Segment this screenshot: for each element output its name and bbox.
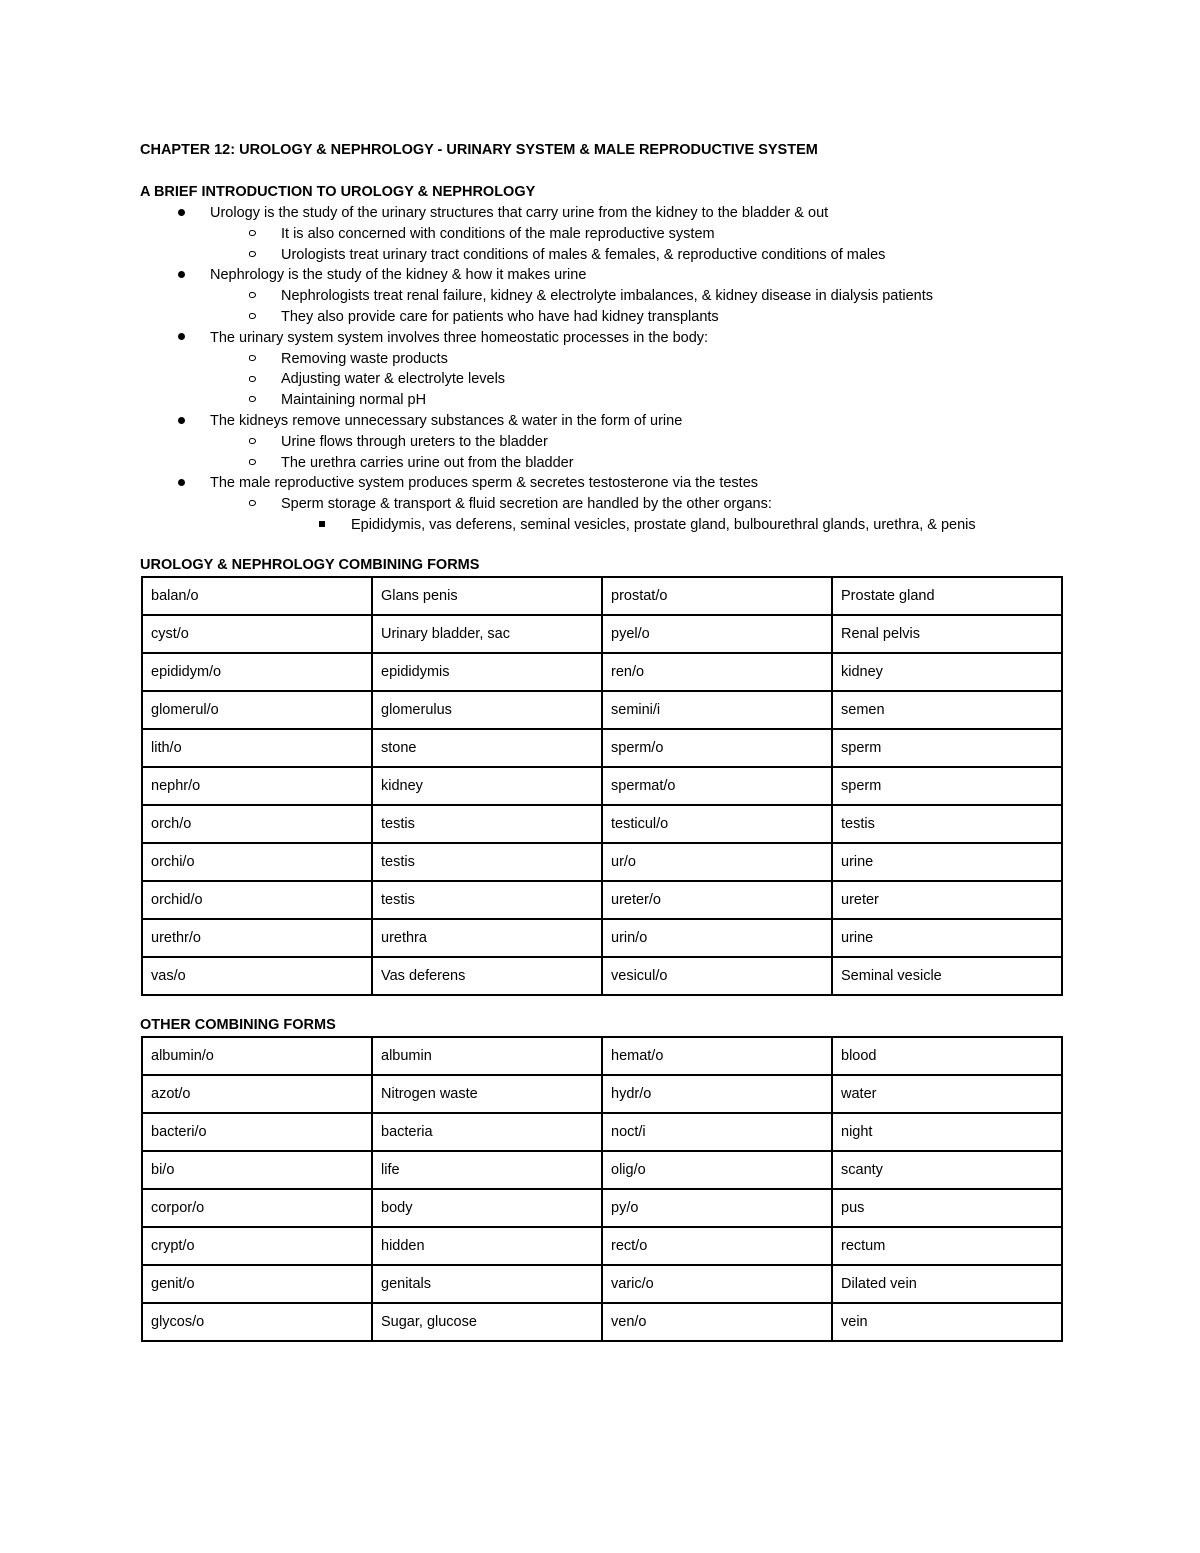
meaning-cell: glomerulus [372,691,602,729]
meaning-cell: Sugar, glucose [372,1303,602,1341]
combining-form-cell: bacteri/o [142,1113,372,1151]
table-row [142,805,1062,843]
combining-form-cell: hemat/o [602,1037,832,1075]
meaning-cell: pus [832,1189,1062,1227]
bullet-text: The male reproductive system produces sperm & secretes testosterone via the testes [210,475,759,492]
meaning-cell: epididymis [372,653,602,691]
combining-form-cell: py/o [602,1189,832,1227]
meaning-cell: testis [372,881,602,919]
hollow-circle-bullet-icon [246,494,258,515]
combining-form-cell: ven/o [602,1303,832,1341]
bullet-text: Epididymis, vas deferens, seminal vesicles, prostate gland, bulbourethral glands, urethra, & penis [351,516,976,533]
combining-form-cell: nephr/o [142,767,372,805]
hollow-circle-bullet-icon [246,453,258,474]
meaning-cell: kidney [832,653,1062,691]
bullet-text: Sperm storage & transport & fluid secretion are handled by the other organs: [281,496,772,513]
intro-bullet-list [140,203,1062,536]
urology-forms-heading: UROLOGY & NEPHROLOGY COMBINING FORMS [140,556,480,573]
bullet-item-level-1 [140,473,1062,494]
meaning-cell: bacteria [372,1113,602,1151]
meaning-cell: scanty [832,1151,1062,1189]
hollow-circle-bullet-icon [246,349,258,370]
table-row [142,577,1062,615]
table-row [142,1227,1062,1265]
table-row [142,1075,1062,1113]
meaning-cell: testis [372,843,602,881]
combining-form-cell: vesicul/o [602,957,832,995]
meaning-cell: Nitrogen waste [372,1075,602,1113]
bullet-item-level-2 [140,390,1062,411]
bullet-text: Nephrology is the study of the kidney & how it makes urine [210,267,587,284]
meaning-cell: sperm [832,767,1062,805]
bullet-item-level-2 [140,453,1062,474]
bullet-text: It is also concerned with conditions of the male reproductive system [281,225,715,242]
combining-form-cell: balan/o [142,577,372,615]
meaning-cell: Renal pelvis [832,615,1062,653]
combining-form-cell: urin/o [602,919,832,957]
combining-form-cell: orch/o [142,805,372,843]
meaning-cell: vein [832,1303,1062,1341]
combining-form-cell: olig/o [602,1151,832,1189]
combining-form-cell: urethr/o [142,919,372,957]
table-row [142,1151,1062,1189]
bullet-item-level-1 [140,265,1062,286]
meaning-cell: sperm [832,729,1062,767]
combining-form-cell: rect/o [602,1227,832,1265]
combining-form-cell: varic/o [602,1265,832,1303]
bullet-item-level-2 [140,369,1062,390]
filled-circle-bullet-icon [175,328,187,349]
combining-form-cell: glycos/o [142,1303,372,1341]
combining-form-cell: lith/o [142,729,372,767]
bullet-item-level-1 [140,328,1062,349]
combining-form-cell: orchid/o [142,881,372,919]
meaning-cell: blood [832,1037,1062,1075]
bullet-text: They also provide care for patients who have had kidney transplants [281,308,719,325]
combining-form-cell: prostat/o [602,577,832,615]
combining-form-cell: ren/o [602,653,832,691]
meaning-cell: water [832,1075,1062,1113]
filled-circle-bullet-icon [175,203,187,224]
hollow-circle-bullet-icon [246,286,258,307]
combining-form-cell: ur/o [602,843,832,881]
meaning-cell: stone [372,729,602,767]
combining-form-cell: semini/i [602,691,832,729]
bullet-item-level-2 [140,286,1062,307]
combining-form-cell: epididym/o [142,653,372,691]
bullet-item-level-2 [140,307,1062,328]
meaning-cell: rectum [832,1227,1062,1265]
bullet-text: The urinary system system involves three homeostatic processes in the body: [210,329,709,346]
meaning-cell: urethra [372,919,602,957]
table-row [142,881,1062,919]
other-forms-heading: OTHER COMBINING FORMS [140,1016,336,1033]
meaning-cell: Dilated vein [832,1265,1062,1303]
bullet-item-level-2 [140,494,1062,515]
hollow-circle-bullet-icon [246,224,258,245]
meaning-cell: life [372,1151,602,1189]
table-row [142,957,1062,995]
intro-heading: A BRIEF INTRODUCTION TO UROLOGY & NEPHROLOGY [140,184,536,200]
combining-form-cell: vas/o [142,957,372,995]
combining-form-cell: cyst/o [142,615,372,653]
hollow-circle-bullet-icon [246,390,258,411]
table-row [142,615,1062,653]
table-row [142,767,1062,805]
table-row [142,1037,1062,1075]
table-row [142,653,1062,691]
bullet-item-level-2 [140,349,1062,370]
meaning-cell: hidden [372,1227,602,1265]
meaning-cell: ureter [832,881,1062,919]
combining-form-cell: noct/i [602,1113,832,1151]
bullet-item-level-2 [140,432,1062,453]
meaning-cell: albumin [372,1037,602,1075]
bullet-item-level-3 [140,515,1062,536]
bullet-item-level-2 [140,224,1062,245]
filled-circle-bullet-icon [175,473,187,494]
meaning-cell: kidney [372,767,602,805]
meaning-cell: Urinary bladder, sac [372,615,602,653]
bullet-item-level-2 [140,245,1062,266]
filled-circle-bullet-icon [175,265,187,286]
combining-form-cell: ureter/o [602,881,832,919]
bullet-text: Removing waste products [281,350,448,367]
meaning-cell: night [832,1113,1062,1151]
bullet-text: Urology is the study of the urinary structures that carry urine from the kidney to the bladder & out [210,205,829,221]
meaning-cell: Glans penis [372,577,602,615]
meaning-cell: urine [832,843,1062,881]
table-row [142,1189,1062,1227]
meaning-cell: testis [372,805,602,843]
filled-circle-bullet-icon [175,411,187,432]
combining-form-cell: genit/o [142,1265,372,1303]
meaning-cell: Vas deferens [372,957,602,995]
table-row [142,843,1062,881]
hollow-circle-bullet-icon [246,369,258,390]
bullet-text: Maintaining normal pH [281,392,427,409]
combining-form-cell: spermat/o [602,767,832,805]
meaning-cell: Prostate gland [832,577,1062,615]
table-row [142,729,1062,767]
combining-form-cell: hydr/o [602,1075,832,1113]
table-row [142,919,1062,957]
hollow-circle-bullet-icon [246,245,258,266]
bullet-text: Adjusting water & electrolyte levels [281,371,506,388]
meaning-cell: semen [832,691,1062,729]
combining-form-cell: crypt/o [142,1227,372,1265]
meaning-cell: body [372,1189,602,1227]
bullet-text: The kidneys remove unnecessary substances & water in the form of urine [210,412,683,429]
combining-form-cell: orchi/o [142,843,372,881]
combining-form-cell: azot/o [142,1075,372,1113]
document-page [140,140,1062,1342]
bullet-text: Urologists treat urinary tract conditions of males & females, & reproductive conditions of males [281,246,886,263]
table-row [142,1113,1062,1151]
meaning-cell: Seminal vesicle [832,957,1062,995]
square-bullet-icon [316,515,328,536]
chapter-title: CHAPTER 12: UROLOGY & NEPHROLOGY - URINARY SYSTEM & MALE REPRODUCTIVE SYSTEM [140,142,818,158]
table-row [142,1265,1062,1303]
hollow-circle-bullet-icon [246,307,258,328]
meaning-cell: testis [832,805,1062,843]
other-forms-table [141,1036,1063,1342]
table-row [142,1303,1062,1341]
bullet-text: Nephrologists treat renal failure, kidney & electrolyte imbalances, & kidney disease in dialysis patients [281,288,934,305]
urology-forms-table [141,576,1063,996]
combining-form-cell: corpor/o [142,1189,372,1227]
hollow-circle-bullet-icon [246,432,258,453]
bullet-text: Urine flows through ureters to the bladder [281,433,548,450]
combining-form-cell: pyel/o [602,615,832,653]
combining-form-cell: sperm/o [602,729,832,767]
bullet-item-level-1 [140,203,1062,224]
combining-form-cell: albumin/o [142,1037,372,1075]
combining-form-cell: bi/o [142,1151,372,1189]
combining-form-cell: testicul/o [602,805,832,843]
meaning-cell: urine [832,919,1062,957]
bullet-item-level-1 [140,411,1062,432]
combining-form-cell: glomerul/o [142,691,372,729]
table-row [142,691,1062,729]
meaning-cell: genitals [372,1265,602,1303]
bullet-text: The urethra carries urine out from the bladder [281,454,574,471]
